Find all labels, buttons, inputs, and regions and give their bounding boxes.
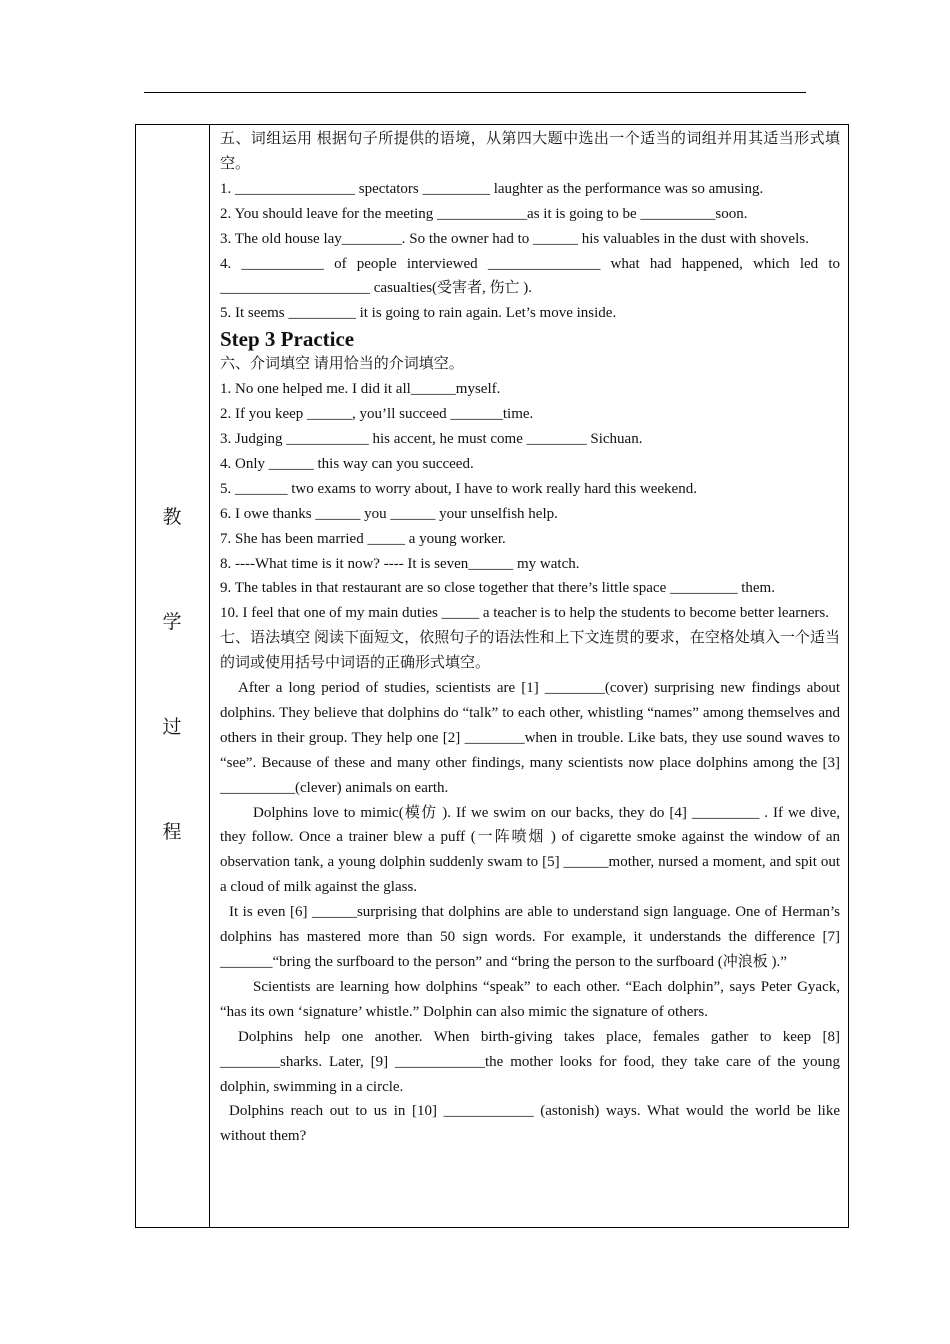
step3-heading: Step 3 Practice xyxy=(220,327,355,352)
exercise-item: 2. You should leave for the meeting ____________as it is going to be __________soon. xyxy=(220,205,748,222)
section5-instruction: 五、词组运用 根据句子所提供的语境，从第四大题中选出一个适当的词组并用其适当形式填空。 xyxy=(220,131,840,172)
passage-paragraph: Dolphins reach out to us in [10] ____________ (astonish) ways. What would the world be like without them? xyxy=(220,1103,840,1145)
column-divider xyxy=(209,124,210,1228)
exercise-item: 1. No one helped me. I did it all______myself. xyxy=(220,381,501,398)
passage-paragraph: Dolphins love to mimic(模仿 ). If we swim on our backs, they do [4] _________ . If we dive, they follow. Once a trainer blew a puff (一阵喷烟 ) of cigarette smoke against the window of an observation tank, a young dolphin suddenly swam to [5] ______mother, nursed a moment, and spit out a cloud of milk against the glass. xyxy=(220,804,840,896)
section6-instruction: 六、介词填空 请用恰当的介词填空。 xyxy=(220,356,464,373)
exercise-item: 1. ________________ spectators _________ laughter as the performance was so amusing. xyxy=(220,180,764,197)
section7-instruction: 七、语法填空 阅读下面短文，依照句子的语法性和上下文连贯的要求，在空格处填入一个适当的词或使用括号中词语的正确形式填空。 xyxy=(220,630,840,672)
exercise-item: 5. _______ two exams to worry about, I have to work really hard this weekend. xyxy=(220,480,697,497)
exercise-item: 7. She has been married _____ a young worker. xyxy=(220,530,506,547)
side-label-char: 教 xyxy=(162,507,182,528)
side-label-char: 过 xyxy=(162,717,182,738)
passage-paragraph: It is even [6] ______surprising that dolphins are able to understand sign language. One of Herman’s dolphins has mastered more than 50 sign words. For example, it understands the difference [7] _______“bring the surfboard to the person” and “bring the person to the surfboard (冲浪板 ).” xyxy=(220,904,840,970)
side-label-char: 学 xyxy=(162,612,182,633)
exercise-item: 2. If you keep ______, you’ll succeed _______time. xyxy=(220,406,534,423)
side-label-char: 程 xyxy=(162,822,182,843)
exercise-item: 4. Only ______ this way can you succeed. xyxy=(220,455,474,472)
content-cell xyxy=(220,127,840,1149)
exercise-item: 3. Judging ___________ his accent, he must come ________ Sichuan. xyxy=(220,430,643,447)
passage-paragraph: After a long period of studies, scientists are [1] ________(cover) surprising new findings about dolphins. They believe that dolphins do “talk” to each other, whistling “names” among themselves and others in their group. They help one [2] ________when in trouble. Like bats, they use sound waves to “see”. Because of these and many other findings, many scientists now place dolphins among the [3] __________(clever) animals on earth. xyxy=(220,680,840,796)
header-rule xyxy=(144,92,806,93)
exercise-item: 8. ----What time is it now? ---- It is seven______ my watch. xyxy=(220,555,580,572)
exercise-item: 5. It seems _________ it is going to rain again. Let’s move inside. xyxy=(220,305,617,322)
exercise-item: 6. I owe thanks ______ you ______ your unselfish help. xyxy=(220,505,558,522)
passage-paragraph: Scientists are learning how dolphins “speak” to each other. “Each dolphin”, says Peter Gyack, “has its own ‘signature’ whistle.” Dolphin can also mimic the signature of others. xyxy=(220,978,840,1020)
exercise-item: 10. I feel that one of my main duties _____ a teacher is to help the students to become better learners. xyxy=(220,605,829,622)
side-label xyxy=(135,508,209,928)
exercise-item: 4. ___________ of people interviewed _______________ what had happened, which led to ____________________ casualties(受害者, 伤亡 ). xyxy=(220,255,840,297)
exercise-item: 9. The tables in that restaurant are so close together that there’s little space _________ them. xyxy=(220,580,775,597)
exercise-item: 3. The old house lay________. So the owner had to ______ his valuables in the dust with shovels. xyxy=(220,230,809,247)
passage-paragraph: Dolphins help one another. When birth-giving takes place, females gather to keep [8] ________sharks. Later, [9] ____________the mother looks for food, they take care of the young dolphin, swimming in a circle. xyxy=(220,1028,840,1095)
